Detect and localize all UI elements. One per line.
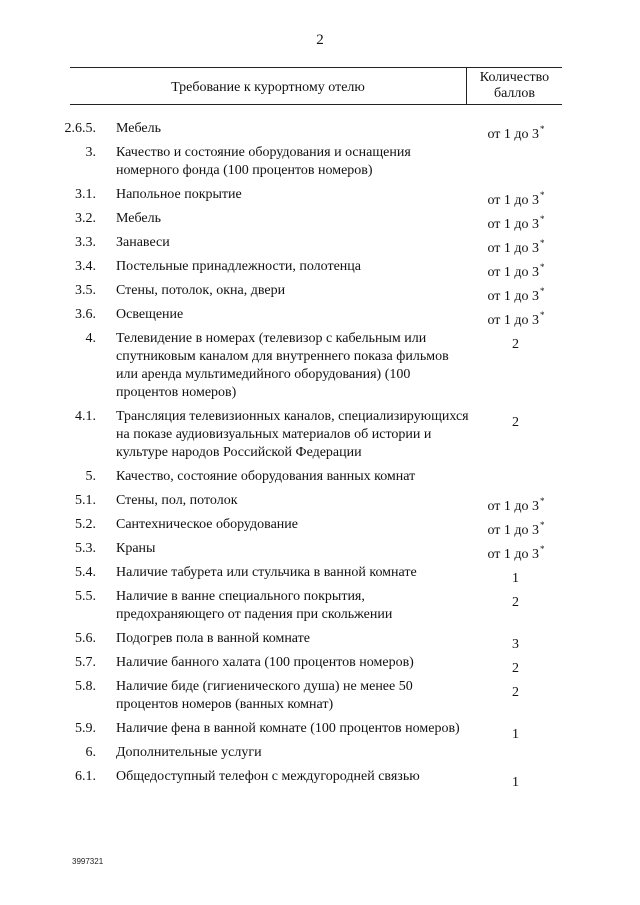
table-body: [0, 120, 640, 792]
row-points-value: от 1 до 3: [487, 547, 540, 562]
row-points-value: от 1 до 3: [487, 241, 540, 256]
row-requirement: Краны: [116, 541, 156, 556]
row-number: 5.3.: [75, 541, 96, 556]
row-points-value: от 1 до 3: [487, 313, 540, 328]
row-number: 3.5.: [75, 283, 96, 298]
table-row: [0, 630, 640, 652]
row-requirement: Освещение: [116, 307, 184, 322]
table-row: [0, 306, 640, 328]
row-number: 5.5.: [75, 589, 96, 604]
row-requirement: Наличие банного халата (100 процентов номеров): [116, 655, 414, 670]
row-requirement: Общедоступный телефон с междугородней связью: [116, 769, 420, 784]
row-number: 5.6.: [75, 631, 96, 646]
page-number: 2: [316, 32, 324, 48]
row-points-value: 1: [512, 727, 519, 742]
row-points-value: 3: [512, 637, 519, 652]
row-points: [468, 186, 564, 210]
table-row: [0, 120, 640, 142]
row-points-value: от 1 до 3: [487, 289, 540, 304]
row-points: [468, 330, 564, 354]
row-points: [468, 744, 564, 768]
row-points: [468, 408, 564, 432]
row-points: [468, 720, 564, 744]
row-points-value: 2: [512, 595, 519, 610]
row-requirement: Наличие табурета или стульчика в ванной комнате: [116, 565, 417, 580]
table-row: [0, 564, 640, 586]
table-row: [0, 516, 640, 538]
footnote-marker: *: [540, 262, 545, 272]
row-points: [468, 516, 564, 540]
column-header-requirement: Требование к курортному отелю: [171, 79, 365, 95]
row-requirement: Качество и состояние оборудования и оснащения номерного фонда (100 процентов номеров): [116, 145, 411, 178]
footnote-marker: *: [540, 238, 545, 248]
row-points: [468, 144, 564, 168]
table-row: [0, 468, 640, 486]
row-points-value: от 1 до 3: [487, 217, 540, 232]
row-requirement: Наличие биде (гигиенического душа) не менее 50 процентов номеров (ванных комнат): [116, 679, 413, 712]
footnote-marker: *: [540, 310, 545, 320]
row-number: 5.7.: [75, 655, 96, 670]
table-row: [0, 768, 640, 790]
row-points-value: от 1 до 3: [487, 193, 540, 208]
row-points: [468, 282, 564, 306]
row-points-value: 2: [512, 685, 519, 700]
row-number: 5.8.: [75, 679, 96, 694]
row-number: 3.6.: [75, 307, 96, 322]
row-requirement: Трансляция телевизионных каналов, специализирующихся на показе аудиовизуальных материалов об истории и культуре народов Российской Федерации: [116, 409, 469, 460]
footnote-marker: *: [540, 496, 545, 506]
table-row: [0, 588, 640, 624]
row-requirement: Занавеси: [116, 235, 170, 250]
row-requirement: Стены, пол, потолок: [116, 493, 238, 508]
row-number: 3.4.: [75, 259, 96, 274]
table-row: [0, 258, 640, 280]
row-points-value: 2: [512, 415, 519, 430]
table-row: [0, 492, 640, 514]
row-points: [468, 654, 564, 678]
row-requirement: Постельные принадлежности, полотенца: [116, 259, 361, 274]
row-requirement: Качество, состояние оборудования ванных комнат: [116, 469, 416, 484]
footnote-marker: *: [540, 190, 545, 200]
row-points: [468, 258, 564, 282]
row-number: 3.2.: [75, 211, 96, 226]
row-points-value: 1: [512, 775, 519, 790]
row-points: [468, 234, 564, 258]
row-requirement: Телевидение в номерах (телевизор с кабельным или спутниковым каналом для внутреннего показа фильмов или аренда мультимедийного оборудования) (100 процентов номеров): [116, 331, 449, 400]
footnote-marker: *: [540, 214, 545, 224]
row-number: 3.1.: [75, 187, 96, 202]
row-requirement: Напольное покрытие: [116, 187, 242, 202]
row-requirement: Наличие фена в ванной комнате (100 процентов номеров): [116, 721, 460, 736]
row-requirement: Мебель: [116, 121, 162, 136]
document-code: 3997321: [72, 857, 104, 866]
row-number: 3.3.: [75, 235, 96, 250]
table-row: [0, 678, 640, 714]
table-row: [0, 744, 640, 762]
table-row: [0, 330, 640, 402]
footnote-marker: *: [540, 520, 545, 530]
row-points: [468, 210, 564, 234]
row-requirement: Сантехническое оборудование: [116, 517, 298, 532]
table-row: [0, 282, 640, 304]
row-points: [468, 630, 564, 654]
row-requirement: Мебель: [116, 211, 162, 226]
row-number: 2.6.5.: [64, 121, 96, 136]
row-number: 5.9.: [75, 721, 96, 736]
table-row: [0, 654, 640, 676]
row-points-value: от 1 до 3: [487, 265, 540, 280]
row-requirement: Подогрев пола в ванной комнате: [116, 631, 310, 646]
row-points: [468, 492, 564, 516]
row-points-value: от 1 до 3: [487, 499, 540, 514]
row-points: [468, 768, 564, 792]
row-number: 6.: [85, 745, 96, 760]
row-points: [468, 678, 564, 702]
row-number: 4.: [85, 331, 96, 346]
row-number: 3.: [85, 145, 96, 160]
row-number: 5.2.: [75, 517, 96, 532]
row-points-value: 2: [512, 337, 519, 352]
row-points-value: от 1 до 3: [487, 523, 540, 538]
table-row: [0, 144, 640, 180]
row-number: 6.1.: [75, 769, 96, 784]
row-points-value: 2: [512, 661, 519, 676]
row-requirement: Наличие в ванне специального покрытия, предохраняющего от падения при скольжении: [116, 589, 393, 622]
row-points: [468, 588, 564, 612]
table-row: [0, 186, 640, 208]
row-requirement: Стены, потолок, окна, двери: [116, 283, 286, 298]
row-points: [468, 468, 564, 492]
table-row: [0, 540, 640, 562]
row-number: 5.4.: [75, 565, 96, 580]
row-number: 5.1.: [75, 493, 96, 508]
row-number: 5.: [85, 469, 96, 484]
footnote-marker: *: [540, 124, 545, 134]
footnote-marker: *: [540, 286, 545, 296]
row-points-value: от 1 до 3: [487, 127, 540, 142]
row-points: [468, 306, 564, 330]
row-points: [468, 540, 564, 564]
table-row: [0, 408, 640, 462]
column-header-points: Количество баллов: [479, 70, 550, 101]
table-row: [0, 720, 640, 742]
table-row: [0, 234, 640, 256]
row-number: 4.1.: [75, 409, 96, 424]
table-header: [70, 67, 562, 105]
row-points: [468, 120, 564, 144]
row-points-value: 1: [512, 571, 519, 586]
row-points: [468, 564, 564, 588]
row-requirement: Дополнительные услуги: [116, 745, 262, 760]
footnote-marker: *: [540, 544, 545, 554]
table-row: [0, 210, 640, 232]
